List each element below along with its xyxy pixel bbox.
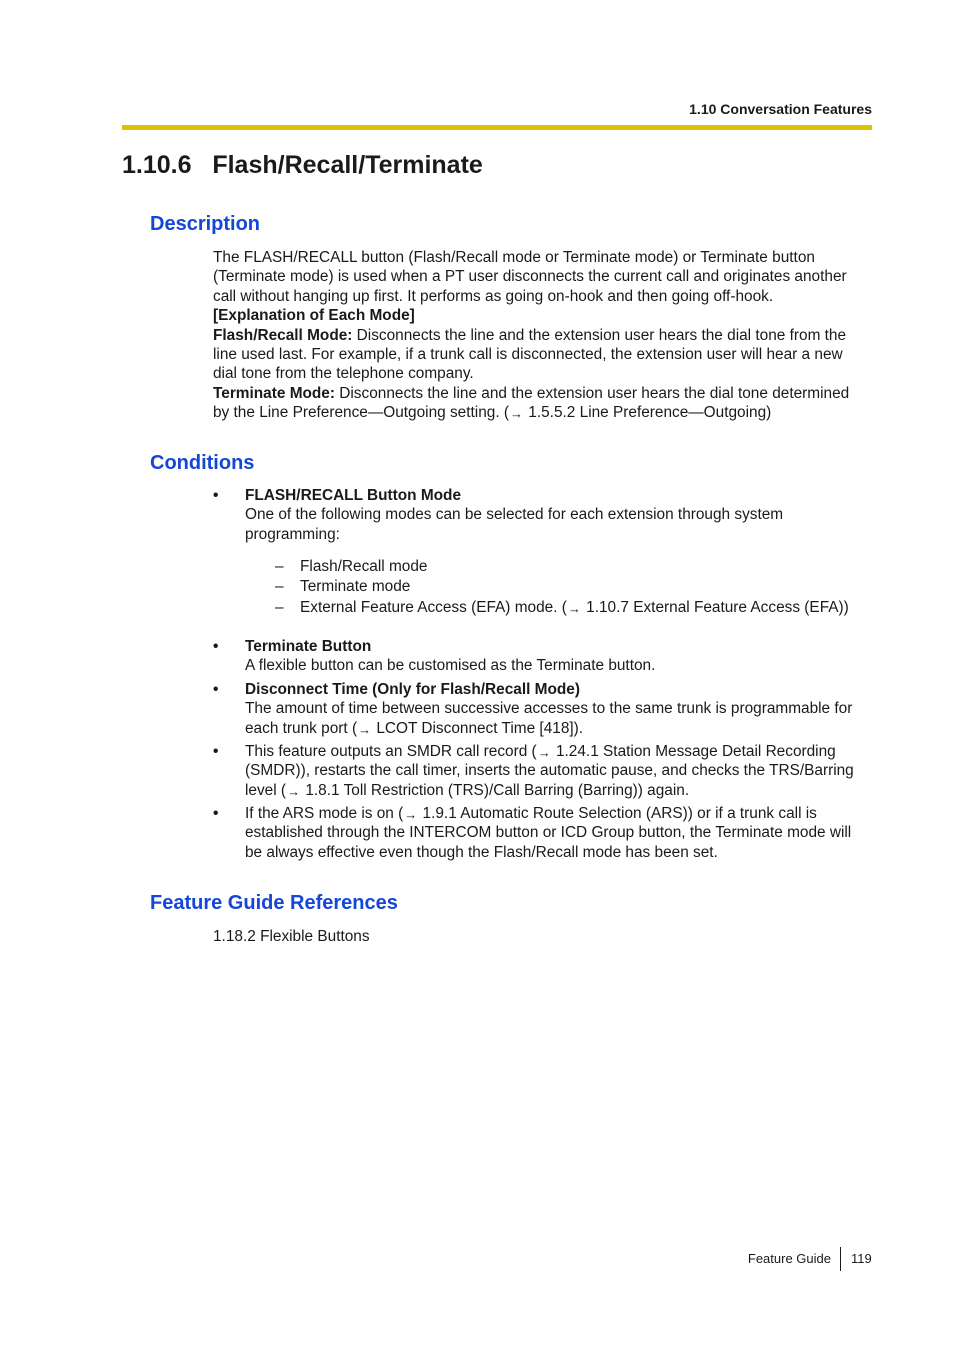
conditions-heading: Conditions bbox=[150, 452, 255, 474]
flash-mode-label: Flash/Recall Mode: bbox=[213, 326, 353, 344]
description-heading: Description bbox=[150, 213, 261, 235]
flash-mode-paragraph bbox=[213, 326, 875, 345]
bullet-icon: • bbox=[213, 487, 219, 504]
condition-text-part: each trunk port ( bbox=[245, 719, 358, 737]
condition-text: be always effective even though the Flash/Recall mode has been set. bbox=[245, 843, 718, 861]
arrow-right-icon: → bbox=[404, 807, 418, 822]
terminate-mode-text-part: by the Line Preference—Outgoing setting. ( bbox=[213, 404, 510, 422]
condition-text bbox=[245, 742, 875, 761]
flash-mode-text: dial tone from the telephone company. bbox=[213, 365, 474, 383]
page-number: 119 bbox=[851, 1251, 872, 1266]
cross-reference-link[interactable]: 1.24.1 Station Message Detail Recording bbox=[551, 743, 836, 760]
section-title: 1.10.6 Flash/Recall/Terminate bbox=[122, 151, 483, 179]
dash-icon: – bbox=[275, 578, 284, 595]
condition-text: programming: bbox=[245, 525, 340, 543]
arrow-right-icon: → bbox=[358, 721, 372, 737]
bullet-icon: • bbox=[213, 743, 219, 760]
mode-label: Flash/Recall mode bbox=[300, 558, 428, 575]
condition-text-part: If the ARS mode is on ( bbox=[245, 805, 404, 822]
references-heading: Feature Guide References bbox=[150, 892, 398, 914]
condition-title: Disconnect Time (Only for Flash/Recall Mode) bbox=[245, 681, 580, 698]
mode-item bbox=[275, 598, 849, 617]
terminate-mode-text bbox=[213, 403, 875, 422]
footer-label: Feature Guide bbox=[747, 1251, 831, 1266]
terminate-mode-paragraph bbox=[213, 384, 875, 403]
terminate-mode-label: Terminate Mode: bbox=[213, 384, 335, 402]
condition-text: (SMDR)), restarts the call timer, inserts the automatic pause, and checks the TRS/Barring bbox=[245, 762, 854, 780]
header-rule bbox=[122, 125, 872, 130]
cross-reference-link[interactable]: 1.9.1 Automatic Route Selection (ARS)) or if a trunk call is bbox=[418, 805, 817, 822]
condition-title: Terminate Button bbox=[245, 638, 372, 655]
references-body bbox=[213, 927, 875, 946]
reference-link[interactable]: 1.18.2 Flexible Buttons bbox=[213, 928, 370, 945]
flash-mode-text: Disconnects the line and the extension user hears the dial tone from the bbox=[352, 326, 847, 344]
cross-reference-link[interactable]: LCOT Disconnect Time [418]). bbox=[372, 719, 584, 737]
description-line: call without hanging up first. It performs as going on-hook and then going off-hook. bbox=[213, 287, 774, 305]
bullet-icon: • bbox=[213, 638, 219, 655]
condition-text: One of the following modes can be selected for each extension through system bbox=[245, 506, 784, 524]
condition-text bbox=[245, 719, 875, 738]
footer-separator bbox=[840, 1247, 841, 1271]
mode-label: External Feature Access (EFA) mode. ( bbox=[300, 599, 567, 616]
explanation-heading: [Explanation of Each Mode] bbox=[213, 307, 415, 325]
condition-text-part: This feature outputs an SMDR call record ( bbox=[245, 743, 537, 760]
mode-label: Terminate mode bbox=[300, 578, 411, 595]
mode-item bbox=[275, 577, 410, 596]
cross-reference-link[interactable]: 1.8.1 Toll Restriction (TRS)/Call Barring (Barring)) again. bbox=[301, 781, 690, 799]
cross-reference-link[interactable]: 1.10.7 External Feature Access (EFA)) bbox=[581, 599, 849, 616]
dash-icon: – bbox=[275, 599, 284, 616]
dash-icon: – bbox=[275, 558, 284, 575]
description-body bbox=[213, 248, 875, 423]
description-line: The FLASH/RECALL button (Flash/Recall mode or Terminate mode) or Terminate button bbox=[213, 249, 815, 266]
condition-text-part: level ( bbox=[245, 781, 287, 799]
mode-item bbox=[275, 557, 427, 576]
condition-text: The amount of time between successive accesses to the same trunk is programmable for bbox=[245, 700, 853, 718]
condition-text: A flexible button can be customised as the Terminate button. bbox=[245, 657, 656, 675]
description-line: (Terminate mode) is used when a PT user disconnects the current call and originates another bbox=[213, 268, 847, 286]
condition-text bbox=[245, 781, 875, 800]
arrow-right-icon: → bbox=[510, 406, 524, 422]
condition-title: FLASH/RECALL Button Mode bbox=[245, 487, 462, 504]
arrow-right-icon: → bbox=[287, 783, 301, 799]
bullet-icon: • bbox=[213, 681, 219, 698]
condition-text: established through the INTERCOM button or ICD Group button, the Terminate mode will bbox=[245, 824, 852, 842]
flash-mode-text: line used last. For example, if a trunk call is disconnected, the extension user will hear a new bbox=[213, 346, 843, 364]
arrow-right-icon: → bbox=[567, 601, 581, 616]
arrow-right-icon: → bbox=[537, 745, 551, 760]
terminate-mode-text: Disconnects the line and the extension user hears the dial tone determined bbox=[335, 384, 850, 402]
running-header: 1.10 Conversation Features bbox=[689, 101, 872, 117]
condition-text bbox=[245, 804, 875, 823]
bullet-icon: • bbox=[213, 805, 219, 822]
cross-reference-link[interactable]: 1.5.5.2 Line Preference—Outgoing) bbox=[524, 404, 772, 422]
